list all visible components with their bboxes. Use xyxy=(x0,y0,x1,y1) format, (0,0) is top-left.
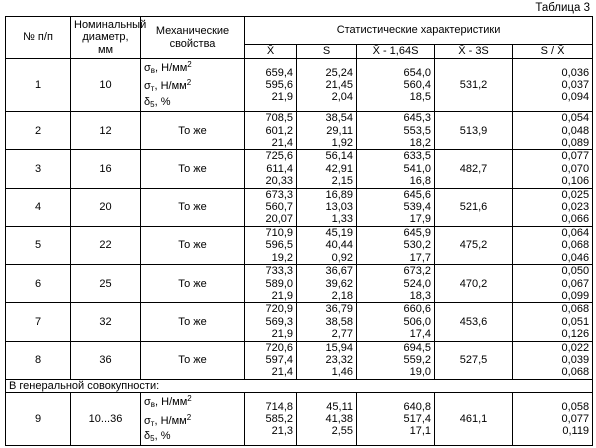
row-mech-same: То же xyxy=(141,150,245,188)
row-mean-164s xyxy=(357,393,435,446)
cv-value: 0,023 xyxy=(561,201,590,214)
row-num: 5 xyxy=(6,226,71,264)
mean-value: 611,4 xyxy=(266,162,293,175)
row-mean-3s: 470,2 xyxy=(435,265,513,303)
table-row xyxy=(6,188,593,226)
row-mean-3s: 531,2 xyxy=(435,59,513,112)
mech-prop-label: $\sigma_т$, $Н/мм^2$ xyxy=(144,78,192,94)
std-value: 40,44 xyxy=(325,239,353,252)
std-value: 38,54 xyxy=(325,112,353,125)
cv-value: 0,119 xyxy=(562,425,590,438)
mean-164s-value: 541,0 xyxy=(403,162,431,175)
cv-value: 0,022 xyxy=(561,341,590,354)
row-mech-same: То же xyxy=(141,112,245,150)
row-mech-same: То же xyxy=(141,188,245,226)
row-std xyxy=(297,303,357,341)
mean-164s-value: 17,7 xyxy=(409,251,431,264)
row-mean-164s xyxy=(357,226,435,264)
row-diameter: 10...36 xyxy=(71,393,141,446)
std-value: 42,91 xyxy=(325,162,353,175)
mean-164s-value: 517,4 xyxy=(403,413,431,426)
row-num: 1 xyxy=(6,59,71,112)
table-row xyxy=(6,393,593,446)
row-num: 8 xyxy=(6,341,71,379)
mean-value: 585,2 xyxy=(265,413,293,426)
row-mean-3s: 513,9 xyxy=(435,112,513,150)
row-std xyxy=(297,265,357,303)
row-std xyxy=(297,59,357,112)
row-mech-same: То же xyxy=(141,303,245,341)
mech-prop-label: $\sigma_в$, $Н/мм^2$ xyxy=(144,394,192,410)
table-caption: Таблица 3 xyxy=(535,2,590,14)
table-row xyxy=(6,341,593,379)
mean-value: 21,4 xyxy=(271,137,293,150)
mean-value: 21,9 xyxy=(271,328,293,341)
mean-value: 19,2 xyxy=(271,251,293,264)
mean-164s-value: 633,5 xyxy=(403,150,431,163)
mean-164s-value: 530,2 xyxy=(403,239,431,252)
mean-164s-value: 645,3 xyxy=(403,112,431,125)
row-std xyxy=(297,226,357,264)
row-std xyxy=(297,341,357,379)
mean-value: 720,9 xyxy=(265,303,293,316)
std-value: 21,45 xyxy=(325,78,353,91)
mech-prop-label: $\sigma_в$, $Н/мм^2$ xyxy=(144,60,192,75)
cv-value: 0,070 xyxy=(561,162,590,175)
table-row xyxy=(6,112,593,150)
row-mean xyxy=(245,188,297,226)
row-mean-3s: 521,6 xyxy=(435,188,513,226)
row-mech-same: То же xyxy=(141,341,245,379)
mean-164s-value: 17,1 xyxy=(409,425,431,438)
cv-value: 0,039 xyxy=(561,353,590,366)
mean-value: 720,6 xyxy=(265,341,293,354)
mean-164s-value: 640,8 xyxy=(403,400,431,413)
row-cv xyxy=(513,112,593,150)
std-value: 16,89 xyxy=(325,188,353,201)
std-value: 13,03 xyxy=(325,201,353,214)
row-diameter: 16 xyxy=(71,150,141,188)
std-value: 45,19 xyxy=(325,226,353,239)
cv-value: 0,126 xyxy=(561,328,590,341)
std-value: 36,79 xyxy=(325,303,353,316)
row-cv xyxy=(513,393,593,446)
cv-value: 0,089 xyxy=(561,137,590,150)
mean-164s-value: 694,5 xyxy=(403,341,431,354)
mean-164s-value: 19,0 xyxy=(409,366,431,379)
header-stats: Статистические характеристики xyxy=(245,17,593,45)
row-num: 3 xyxy=(6,150,71,188)
row-mean-3s: 527,5 xyxy=(435,341,513,379)
row-diameter: 12 xyxy=(71,112,141,150)
mean-value: 560,7 xyxy=(265,201,293,214)
mech-prop-label: $\delta_5$, % xyxy=(144,95,171,109)
mean-164s-value: 553,5 xyxy=(403,124,431,137)
header-num: № п/п xyxy=(6,17,71,59)
mean-164s-value: 660,6 xyxy=(403,303,431,316)
cv-value: 0,064 xyxy=(561,226,590,239)
mean-value: 589,0 xyxy=(265,277,293,290)
row-diameter: 10 xyxy=(71,59,141,112)
cv-value: 0,077 xyxy=(561,150,590,163)
row-diameter: 20 xyxy=(71,188,141,226)
mech-props xyxy=(141,59,245,112)
row-cv xyxy=(513,150,593,188)
cv-value: 0,094 xyxy=(561,91,590,104)
mean-164s-value: 560,4 xyxy=(403,78,431,91)
row-diameter: 25 xyxy=(71,265,141,303)
row-cv xyxy=(513,188,593,226)
mean-164s-value: 17,4 xyxy=(409,328,431,341)
row-mean-164s xyxy=(357,265,435,303)
general-note: В генеральной совокупности: xyxy=(6,379,593,392)
mean-164s-value: 524,0 xyxy=(403,277,431,290)
cv-value: 0,051 xyxy=(561,315,590,328)
header-mean-164s: X̄ - 1,64S xyxy=(357,45,435,59)
row-num: 7 xyxy=(6,303,71,341)
mech-props xyxy=(141,393,245,446)
cv-value: 0,068 xyxy=(561,303,590,316)
std-value: 25,24 xyxy=(325,66,353,79)
row-std xyxy=(297,393,357,446)
row-mean-3s: 453,6 xyxy=(435,303,513,341)
std-value: 1,92 xyxy=(331,137,353,150)
std-value: 2,55 xyxy=(331,425,353,438)
std-value: 41,38 xyxy=(325,413,353,426)
cv-value: 0,050 xyxy=(561,265,590,278)
mech-prop-label: $\delta_5$, % xyxy=(144,429,171,443)
std-value: 2,04 xyxy=(331,91,353,104)
mean-value: 659,4 xyxy=(265,66,293,79)
std-value: 45,11 xyxy=(326,400,353,413)
cv-value: 0,067 xyxy=(561,277,590,290)
row-diameter: 32 xyxy=(71,303,141,341)
mean-value: 21,9 xyxy=(271,91,293,104)
cv-value: 0,106 xyxy=(561,175,590,188)
row-std xyxy=(297,188,357,226)
row-cv xyxy=(513,59,593,112)
mean-value: 20,33 xyxy=(265,175,293,188)
mean-value: 595,6 xyxy=(265,78,293,91)
row-mean xyxy=(245,341,297,379)
row-mean xyxy=(245,150,297,188)
mean-value: 21,3 xyxy=(271,425,293,438)
cv-value: 0,025 xyxy=(561,188,590,201)
mean-164s-value: 539,4 xyxy=(403,201,431,214)
row-mean-164s xyxy=(357,150,435,188)
row-mech-same: То же xyxy=(141,265,245,303)
std-value: 2,77 xyxy=(331,328,353,341)
header-mean-3s: X̄ - 3S xyxy=(435,45,513,59)
row-mean-164s xyxy=(357,303,435,341)
row-cv xyxy=(513,303,593,341)
mean-value: 725,6 xyxy=(265,150,293,163)
row-mean-164s xyxy=(357,59,435,112)
std-value: 39,62 xyxy=(325,277,353,290)
cv-value: 0,077 xyxy=(561,413,590,426)
mean-value: 21,9 xyxy=(271,289,293,302)
mean-value: 20,07 xyxy=(265,213,293,226)
row-cv xyxy=(513,265,593,303)
general-note-row xyxy=(6,379,593,392)
std-value: 1,46 xyxy=(331,366,353,379)
statistics-table xyxy=(5,16,593,446)
std-value: 1,33 xyxy=(331,213,353,226)
row-mean xyxy=(245,59,297,112)
std-value: 15,94 xyxy=(325,341,353,354)
row-num: 2 xyxy=(6,112,71,150)
std-value: 36,67 xyxy=(325,265,353,278)
mean-value: 710,9 xyxy=(265,226,293,239)
mean-164s-value: 18,2 xyxy=(409,137,431,150)
mean-164s-value: 654,0 xyxy=(403,66,431,79)
row-mean-3s: 482,7 xyxy=(435,150,513,188)
mech-prop-label: $\sigma_т$, $Н/мм^2$ xyxy=(144,412,192,428)
row-cv xyxy=(513,226,593,264)
row-mean xyxy=(245,226,297,264)
header-cv: S / X̄ xyxy=(513,45,593,59)
std-value: 23,32 xyxy=(325,353,353,366)
row-mean xyxy=(245,112,297,150)
table-row xyxy=(6,226,593,264)
mean-164s-value: 17,9 xyxy=(409,213,431,226)
row-num: 4 xyxy=(6,188,71,226)
cv-value: 0,066 xyxy=(561,213,590,226)
std-value: 38,58 xyxy=(325,315,353,328)
header-std: S xyxy=(297,45,357,59)
row-std xyxy=(297,150,357,188)
std-value: 56,14 xyxy=(325,150,353,163)
std-value: 0,92 xyxy=(331,251,353,264)
mean-value: 714,8 xyxy=(265,400,293,413)
row-std xyxy=(297,112,357,150)
table-row xyxy=(6,265,593,303)
mean-value: 597,4 xyxy=(265,353,293,366)
row-mech-same: То же xyxy=(141,226,245,264)
row-mean-3s: 461,1 xyxy=(435,393,513,446)
row-mean xyxy=(245,303,297,341)
mean-value: 673,3 xyxy=(265,188,293,201)
mean-value: 569,3 xyxy=(265,315,293,328)
cv-value: 0,054 xyxy=(561,112,590,125)
mean-value: 708,5 xyxy=(265,112,293,125)
row-mean-164s xyxy=(357,112,435,150)
mean-164s-value: 18,3 xyxy=(409,289,431,302)
cv-value: 0,068 xyxy=(561,366,590,379)
cv-value: 0,048 xyxy=(561,124,590,137)
mean-value: 733,3 xyxy=(265,265,293,278)
cv-value: 0,068 xyxy=(561,239,590,252)
cv-value: 0,099 xyxy=(561,289,590,302)
row-mean xyxy=(245,393,297,446)
mean-164s-value: 506,0 xyxy=(403,315,431,328)
mean-164s-value: 645,6 xyxy=(403,188,431,201)
row-diameter: 36 xyxy=(71,341,141,379)
row-mean xyxy=(245,265,297,303)
header-mech: Механические свойства xyxy=(141,17,245,59)
row-mean-3s: 475,2 xyxy=(435,226,513,264)
row-mean-164s xyxy=(357,188,435,226)
row-cv xyxy=(513,341,593,379)
row-num: 9 xyxy=(6,393,71,446)
mean-164s-value: 645,9 xyxy=(403,226,431,239)
header-diameter: Номинальный диаметр, мм xyxy=(71,17,141,59)
mean-164s-value: 16,8 xyxy=(409,175,431,188)
cv-value: 0,058 xyxy=(561,400,590,413)
cv-value: 0,036 xyxy=(561,66,590,79)
row-num: 6 xyxy=(6,265,71,303)
row-diameter: 22 xyxy=(71,226,141,264)
mean-164s-value: 559,2 xyxy=(403,353,431,366)
mean-value: 21,4 xyxy=(271,366,293,379)
std-value: 2,15 xyxy=(331,175,353,188)
row-mean-164s xyxy=(357,341,435,379)
std-value: 29,11 xyxy=(326,124,353,137)
table-row xyxy=(6,303,593,341)
cv-value: 0,037 xyxy=(561,78,590,91)
std-value: 2,18 xyxy=(331,289,353,302)
mean-164s-value: 673,2 xyxy=(403,265,431,278)
mean-value: 601,2 xyxy=(265,124,293,137)
table-row xyxy=(6,150,593,188)
cv-value: 0,046 xyxy=(561,251,590,264)
mean-value: 596,5 xyxy=(265,239,293,252)
table-row xyxy=(6,59,593,112)
header-mean: X̄ xyxy=(245,45,297,59)
mean-164s-value: 18,5 xyxy=(409,91,431,104)
